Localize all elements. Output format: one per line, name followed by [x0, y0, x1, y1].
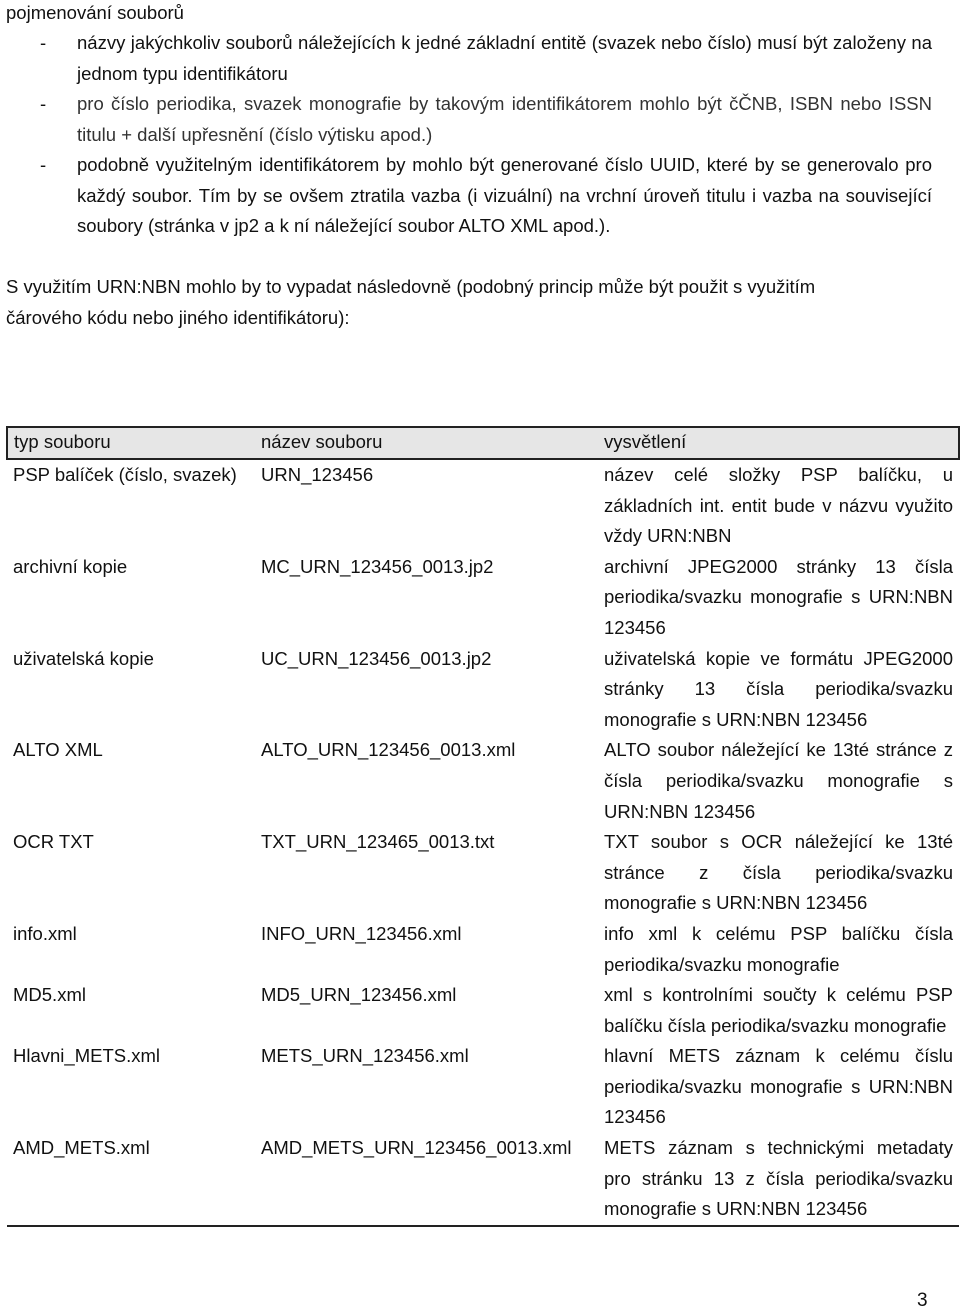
- cell-file-name: INFO_URN_123456.xml: [261, 922, 462, 944]
- table-row: [7, 827, 959, 919]
- bullet-text: názvy jakýchkoliv souborů náležejících k jedné základní entitě (svazek nebo číslo) musí být založeny na jednom typu identifikátoru: [77, 32, 932, 84]
- table-row: [7, 735, 959, 827]
- bullet-text: podobně využitelným identifikátorem by mohlo být generované číslo UUID, které by se generovalo pro každý soubor. Tím by se ovšem ztratila vazba (i vizuální) na vrchní úroveň titulu i vazba na související soubory (stránka v jp2 a k ní náležející soubor ALTO XML apod.).: [77, 154, 932, 236]
- cell-file-name: MD5_URN_123456.xml: [261, 984, 457, 1006]
- cell-explanation: uživatelská kopie ve formátu JPEG2000 stránky 13 čísla periodika/svazku monografie s URN:NBN 123456: [604, 647, 953, 730]
- cell-file-type: uživatelská kopie: [13, 647, 154, 669]
- table-row: [7, 919, 959, 980]
- bullet-item: [40, 150, 932, 242]
- table-row: [7, 459, 959, 552]
- bullet-text: pro číslo periodika, svazek monografie by takovým identifikátorem mohlo být čČNB, ISBN nebo ISSN titulu + další upřesnění (číslo výtisku apod.): [77, 93, 932, 145]
- section-heading: pojmenování souborů: [6, 2, 184, 23]
- table-row: [7, 1133, 959, 1226]
- table-row: [7, 552, 959, 644]
- file-naming-table: [6, 426, 960, 1227]
- cell-explanation: ALTO soubor náležející ke 13té stránce z čísla periodika/svazku monografie s URN:NBN 123456: [604, 739, 953, 822]
- cell-explanation: název celé složky PSP balíčku, u základních int. entit bude v názvu využito vždy URN:NBN: [604, 464, 953, 547]
- bullet-dash: -: [40, 93, 47, 114]
- cell-explanation: METS záznam s technickými metadaty pro stránku 13 z čísla periodika/svazku monografie s URN:NBN 123456: [598, 1133, 959, 1226]
- cell-file-name: METS_URN_123456.xml: [261, 1045, 469, 1067]
- cell-file-type: OCR TXT: [13, 831, 94, 853]
- bullet-item: [40, 28, 932, 89]
- cell-file-type: MD5.xml: [13, 984, 86, 1006]
- cell-file-type: AMD_METS.xml: [7, 1133, 255, 1226]
- table-row: [7, 980, 959, 1041]
- cell-explanation: TXT soubor s OCR náležející ke 13té stránce z čísla periodika/svazku monografie s URN:NBN 123456: [604, 831, 953, 914]
- table-header-row: [7, 427, 959, 459]
- cell-file-name: MC_URN_123456_0013.jp2: [261, 555, 494, 577]
- cell-explanation: hlavní METS záznam k celému číslu periodika/svazku monografie s URN:NBN 123456: [604, 1045, 953, 1128]
- intro-paragraph: S využitím URN:NBN mohlo by to vypadat následovně (podobný princip může být použit s využitím čárového kódu nebo jiného identifikátoru):: [6, 276, 816, 328]
- cell-file-name: URN_123456: [261, 464, 374, 485]
- bullet-dash: -: [40, 32, 47, 53]
- cell-file-type: Hlavni_METS.xml: [13, 1045, 160, 1067]
- cell-explanation: archivní JPEG2000 stránky 13 čísla periodika/svazku monografie s URN:NBN 123456: [604, 555, 953, 638]
- cell-file-name: TXT_URN_123465_0013.txt: [261, 831, 495, 853]
- header-file-name: název souboru: [255, 427, 598, 459]
- cell-file-type: PSP balíček (číslo, svazek): [13, 464, 237, 485]
- cell-file-type: ALTO XML: [13, 739, 103, 761]
- cell-file-name: AMD_METS_URN_123456_0013.xml: [255, 1133, 598, 1226]
- cell-file-type: archivní kopie: [13, 555, 128, 577]
- cell-file-type: info.xml: [13, 922, 77, 944]
- cell-explanation: info xml k celému PSP balíčku čísla periodika/svazku monografie: [604, 922, 953, 975]
- table-row: [7, 1041, 959, 1133]
- cell-file-name: ALTO_URN_123456_0013.xml: [261, 739, 516, 761]
- bullet-item: [40, 89, 932, 150]
- table-row: [7, 644, 959, 736]
- cell-explanation: xml s kontrolními součty k celému PSP balíčku čísla periodika/svazku monografie: [604, 984, 953, 1036]
- page-number: 3: [917, 1290, 928, 1311]
- bullet-dash: -: [40, 154, 47, 175]
- header-explanation: vysvětlení: [598, 427, 959, 459]
- cell-file-name: UC_URN_123456_0013.jp2: [261, 647, 492, 669]
- bullet-list: [40, 28, 932, 242]
- header-file-type: typ souboru: [7, 427, 255, 459]
